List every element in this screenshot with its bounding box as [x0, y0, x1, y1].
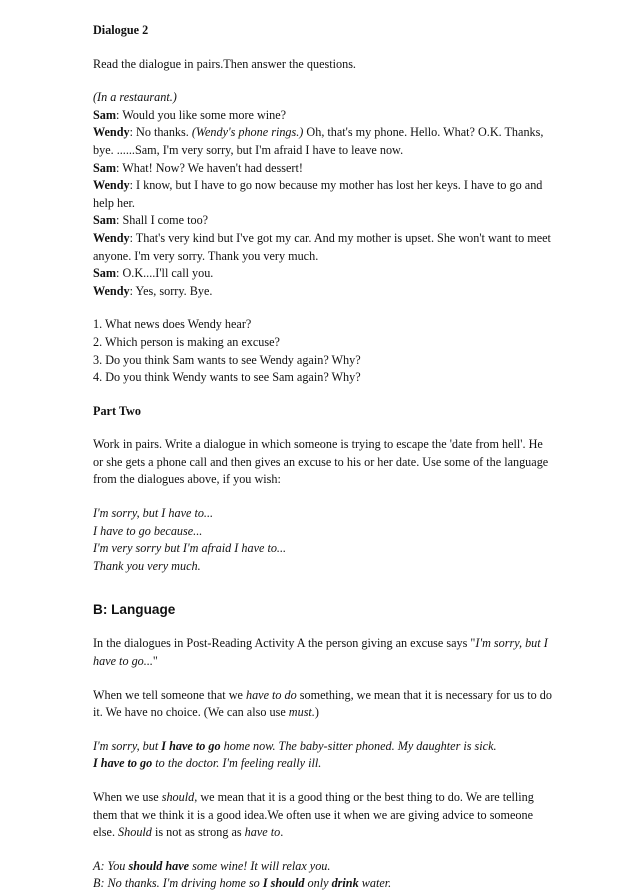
text: I'm sorry, but — [93, 738, 162, 753]
phrase-1: I'm sorry, but I have to... — [93, 506, 214, 521]
text: " — [152, 654, 158, 669]
text: home now. The baby-sitter phoned. My daughter is sick. — [220, 738, 497, 753]
bold-term: I — [93, 756, 101, 771]
text: When we tell someone that we — [93, 687, 246, 702]
dialogue-line-4 — [93, 177, 553, 212]
text: , we mean that it is a good thing or the best thing to do. We are telling them that we think it is a good idea.We often use it when we are giving advice to someone else. — [93, 790, 534, 840]
line-text: : No thanks. — [129, 125, 192, 140]
text: In the dialogues in Post-Reading Activity A the person giving an excuse says " — [93, 636, 476, 651]
italic-term: Should — [118, 825, 152, 840]
text: only — [304, 876, 332, 891]
dialogue-line-3 — [93, 160, 553, 178]
language-title: B: Language — [93, 602, 176, 618]
line-text: : Shall I come too? — [116, 213, 209, 228]
text: to the doctor. I'm feeling really ill. — [152, 756, 322, 771]
speaker: Sam — [93, 107, 117, 122]
bold-term: should have — [128, 858, 190, 873]
have-to-explanation — [93, 687, 553, 722]
text: ) — [314, 705, 319, 720]
example-a — [93, 858, 553, 876]
phrase-4: Thank you very much. — [93, 558, 201, 573]
line-text: : That's very kind but I've got my car. And my mother is upset. She won't want to meet anyone. I'm very sorry. Thank you very much. — [93, 230, 551, 263]
italic-term: should — [161, 790, 195, 804]
text: is not as strong as — [151, 825, 245, 840]
part-two-title: Part Two — [93, 403, 141, 418]
language-intro — [93, 635, 553, 670]
stage-direction: (In a restaurant.) — [93, 90, 177, 105]
instruction: Read the dialogue in pairs.Then answer the questions. — [93, 56, 356, 71]
line-text: : What! Now? We haven't had dessert! — [116, 160, 303, 175]
dialogue-line-2 — [93, 124, 553, 159]
dialogue-line-8 — [93, 283, 553, 301]
line-text: Oh, that's my phone. Hello. What? O.K. Thanks, bye. ......Sam, I'm very sorry, but I'm afraid I have to leave now. — [93, 125, 544, 157]
part-two-body: Work in pairs. Write a dialogue in which someone is trying to escape the 'date from hell'. He or she gets a phone call and then gives an excuse to his or her date. Use some of the language from the dialogues above, if you wish: — [93, 437, 549, 487]
speaker: Sam — [93, 213, 117, 228]
phrase-2: I have to go because... — [93, 523, 203, 538]
italic-term: have to — [244, 825, 281, 840]
text: water. — [358, 876, 392, 891]
text: When we use — [93, 790, 162, 804]
bold-term: have to go — [100, 756, 153, 771]
bold-term: I have to go — [161, 738, 221, 753]
italic-term: must. — [288, 705, 315, 720]
question-3: 3. Do you think Sam wants to see Wendy again? Why? — [93, 352, 361, 367]
dialogue-line-7 — [93, 265, 553, 283]
dialogue-line-6 — [93, 230, 553, 265]
question-1: 1. What news does Wendy hear? — [93, 317, 252, 332]
text: B: No thanks. I'm driving home so — [93, 876, 263, 891]
example-1 — [93, 738, 553, 756]
speaker: Wendy — [93, 230, 130, 245]
question-4: 4. Do you think Wendy wants to see Sam again? Why? — [93, 370, 361, 385]
dialogue-title: Dialogue 2 — [93, 23, 149, 37]
speaker: Wendy — [93, 125, 130, 140]
text: . — [280, 825, 284, 840]
example-2 — [93, 755, 553, 773]
question-2: 2. Which person is making an excuse? — [93, 334, 280, 349]
speaker: Wendy — [93, 178, 130, 193]
italic-term: have to do — [245, 687, 297, 702]
document-page — [93, 22, 553, 893]
example-b — [93, 875, 553, 893]
bold-term: drink — [331, 876, 359, 891]
text: some wine! It will relax you. — [189, 858, 331, 873]
text: something, we mean that it is necessary for us to do it. We have no choice. (We can also use — [93, 687, 552, 720]
line-italic: (Wendy's phone rings.) — [191, 125, 304, 140]
speaker: Sam — [93, 160, 117, 175]
dialogue-line-1 — [93, 107, 553, 125]
line-text: : Would you like some more wine? — [116, 107, 287, 122]
text: A: You — [93, 858, 129, 873]
should-explanation — [93, 789, 553, 842]
quoted-italic: I'm sorry, but I have to go... — [93, 636, 548, 669]
speaker: Sam — [93, 266, 117, 281]
phrase-3: I'm very sorry but I'm afraid I have to... — [93, 541, 287, 556]
speaker: Wendy — [93, 283, 130, 298]
dialogue-line-5 — [93, 212, 553, 230]
line-text: : Yes, sorry. Bye. — [129, 283, 213, 298]
line-text: : O.K....I'll call you. — [116, 266, 214, 281]
bold-term: I should — [262, 876, 305, 891]
line-text: : I know, but I have to go now because my mother has lost her keys. I have to go and help her. — [93, 178, 543, 210]
